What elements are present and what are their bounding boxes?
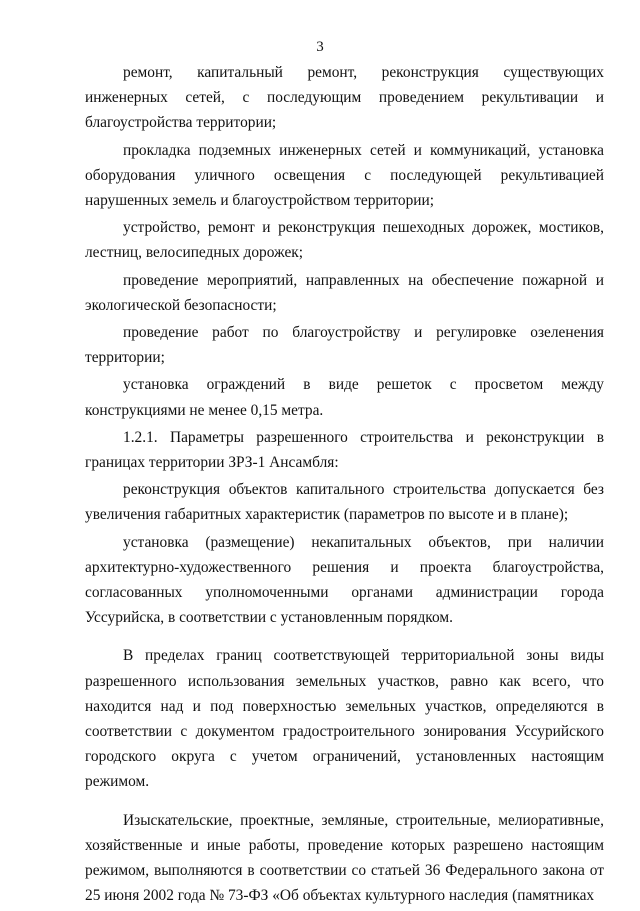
page-number: 3: [316, 39, 324, 55]
paragraph-10: В пределах границ соответствующей территориальной зоны виды разрешенного использования земельных участков, равно как всего, что находится над и под поверхностью земельных участков, определяются в соответствии с документом градостроительного зонирования Уссурийского городского округа с учетом ограничений, установленных настоящим режимом.: [85, 647, 604, 791]
paragraph-7: 1.2.1. Параметры разрешенного строительства и реконструкции в границах территории ЗРЗ-1 Ансамбля:: [85, 428, 604, 472]
paragraph-9: установка (размещение) некапитальных объектов, при наличии архитектурно-художественного решения и проекта благоустройства, согласованных уполномоченными органами администрации города Уссурийска, в соответствии с установленным порядком.: [85, 533, 604, 627]
paragraph-5: проведение работ по благоустройству и регулировке озеленения территории;: [85, 324, 604, 367]
paragraph-11: Изыскательские, проектные, земляные, строительные, мелиоративные, хозяйственные и иные работы, проведение которых разрешено настоящим режимом, выполняются в соответствии со статьей 36 Федерального закона от 25 июня 2002 года № 73-ФЗ «Об объектах культурного наследия (памятниках: [85, 811, 604, 905]
paragraph-1: ремонт, капитальный ремонт, реконструкция существующих инженерных сетей, с последующим проведением рекультивации и благоустройства территории;: [85, 64, 604, 132]
paragraph-2: прокладка подземных инженерных сетей и коммуникаций, установка оборудования уличного освещения с последующей рекультивацией нарушенных земель и благоустройством территории;: [85, 141, 604, 210]
paragraph-8: реконструкция объектов капитального строительства допускается без увеличения габаритных характеристик (параметров по высоте и в плане);: [85, 481, 604, 524]
paragraph-4: проведение мероприятий, направленных на обеспечение пожарной и экологической безопасности;: [85, 271, 604, 314]
document-body: [85, 60, 604, 911]
paragraph-3: устройство, ремонт и реконструкция пешеходных дорожек, мостиков, лестниц, велосипедных дорожек;: [85, 219, 604, 262]
paragraph-6: установка ограждений в виде решеток с просветом между конструкциями не менее 0,15 метра.: [85, 376, 604, 419]
